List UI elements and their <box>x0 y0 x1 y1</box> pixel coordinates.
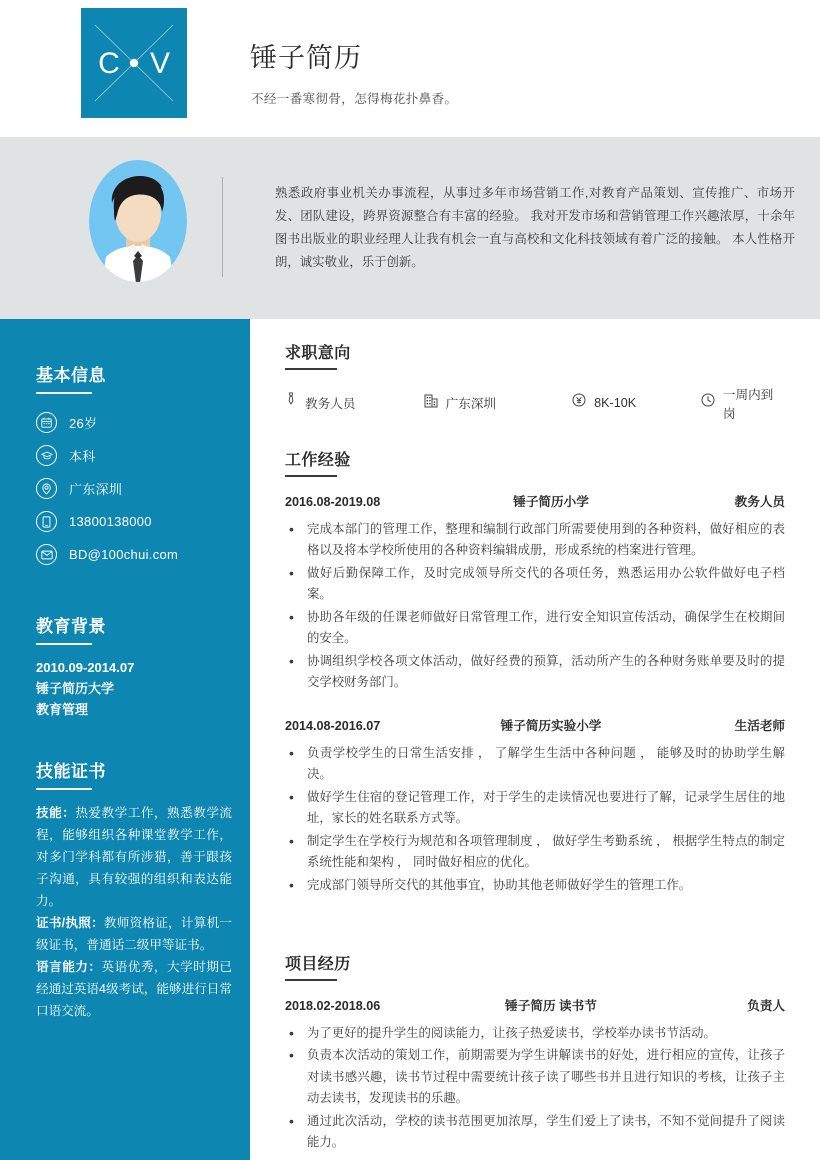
envelope-icon <box>36 544 57 565</box>
sidebar-section-education <box>36 612 232 720</box>
work-entry <box>285 715 785 897</box>
summary-band <box>0 137 820 319</box>
cv-logo <box>81 8 187 118</box>
work-entry-bullets <box>287 519 785 694</box>
info-row-age <box>36 406 232 439</box>
work-entry-header <box>285 715 785 734</box>
bullet-item: • 负责学校学生的日常生活安排 ， 了解学生生活中各种问题 ， 能够及时的协助学生解决。 <box>287 743 785 786</box>
skill-entry <box>36 802 232 912</box>
summary-text: 熟悉政府事业机关办事流程，从事过多年市场营销工作,对教育产品策划、宣传推广、市场开发、团队建设，跨界资源整合有丰富的经验。 我对开发市场和营销管理工作兴趣浓厚，十余年图书出版业的职业经理人让我有机会一直与高校和文化科技领域有着广泛的接触。 本人性格开朗，诚实敬业，乐于创新。 <box>275 186 795 269</box>
skill-text: 英语优秀，大学时期已经通过英语4级考试，能够进行日常口语交流。 <box>36 960 233 1018</box>
avatar <box>88 159 188 283</box>
project-entry-role: 负责人 <box>747 998 785 1013</box>
work-entry-org: 锤子简历实验小学 <box>500 718 602 733</box>
project-entry-bullets <box>287 1023 785 1154</box>
skill-text: 热爱教学工作，熟悉教学流程，能够组织各种课堂教学工作，对多门学科都有所涉猎，善于跟孩子沟通，具有较强的组织和表达能力。 <box>36 806 233 908</box>
location-pin-icon <box>36 478 57 499</box>
bullet-item: • 做好后勤保障工作，及时完成领导所交代的各项任务，熟悉运用办公软件做好电子档案。 <box>287 563 785 606</box>
info-row-email <box>36 538 232 571</box>
bullet-item: • 协助各年级的任课老师做好日常管理工作，进行安全知识宣传活动，确保学生在校期间的安全。 <box>287 607 785 650</box>
section-heading-rule <box>285 368 337 370</box>
work-entry-header <box>285 491 785 510</box>
mobile-phone-icon <box>36 511 57 532</box>
bullet-item: • 完成部门领导所交代的其他事宜，协助其他老师做好学生的管理工作。 <box>287 875 785 897</box>
sidebar-heading-rule <box>36 788 92 790</box>
page-title: 锤子简历 <box>250 43 362 73</box>
section-heading-project-experience: 项目经历 <box>285 956 351 973</box>
sidebar-heading-rule <box>36 643 92 645</box>
section-heading-work-experience: 工作经验 <box>285 452 351 469</box>
project-entry-date: 2018.02-2018.06 <box>285 998 381 1013</box>
work-entry-org: 锤子简历小学 <box>513 494 589 509</box>
info-value-location: 广东深圳 <box>69 482 123 497</box>
work-entry-role: 生活老师 <box>734 718 785 733</box>
bullet-item: • 制定学生在学校行为规范和各项管理制度 ， 做好学生考勤系统 ， 根据学生特点的制定系统性能和架构 ， 同时做好相应的优化。 <box>287 831 785 874</box>
sidebar-heading-skills: 技能证书 <box>36 762 106 781</box>
avatar-illustration-icon <box>88 159 188 283</box>
bullet-item: • 通过此次活动，学校的读书范围更加浓厚，学生们爱上了读书，不知不觉间提升了阅读能力。 <box>287 1111 785 1154</box>
building-icon <box>424 393 438 413</box>
clock-icon <box>701 393 715 412</box>
calendar-icon <box>36 412 57 433</box>
yen-coin-icon <box>572 393 586 412</box>
logo-letter-v: V <box>149 47 171 80</box>
education-date: 2010.09-2014.07 <box>36 660 135 675</box>
sidebar-heading-education: 教育背景 <box>36 617 106 636</box>
bullet-item: • 协调组织学校各项文体活动，做好经费的预算，活动所产生的各种财务账单要及时的提交学校财务部门。 <box>287 651 785 694</box>
skill-label: 语言能力： <box>36 960 102 974</box>
work-entry-role: 教务人员 <box>734 494 785 509</box>
bullet-item: • 负责本次活动的策划工作，前期需要为学生讲解读书的好处，进行相应的宣传，让孩子对读书感兴趣，读书节过程中需要统计孩子读了哪些书并且进行知识的考核，让孩子主动去读书，发现读书的乐趣。 <box>287 1045 785 1110</box>
section-work-experience <box>285 447 785 897</box>
work-entry <box>285 491 785 694</box>
sidebar-section-basic-info <box>36 361 232 571</box>
bullet-item: • 完成本部门的管理工作，整理和编制行政部门所需要使用到的各种资料，做好相应的表格以及将本学校所使用的各种资料编辑成册，形成系统的档案进行管理。 <box>287 519 785 562</box>
intent-value-availability: 一周内到岗 <box>722 387 774 421</box>
section-heading-rule <box>285 979 337 981</box>
necktie-icon <box>285 392 297 413</box>
education-major: 教育管理 <box>36 702 89 717</box>
section-heading-job-intention: 求职意向 <box>285 345 351 362</box>
work-entry-date: 2016.08-2019.08 <box>285 494 381 509</box>
intent-value-position: 教务人员 <box>305 397 356 412</box>
project-entry-org: 锤子简历 读书节 <box>505 998 597 1013</box>
project-entry-header <box>285 995 785 1014</box>
logo-letter-c: C <box>98 47 120 80</box>
header-subtitle: 不经一番寒彻骨，怎得梅花扑鼻香。 <box>251 92 458 106</box>
sidebar-heading-basic-info: 基本信息 <box>36 366 106 385</box>
sidebar-section-skills <box>36 757 232 1022</box>
info-row-location <box>36 472 232 505</box>
info-value-email: BD@100chui.com <box>69 547 179 562</box>
graduation-cap-icon <box>36 445 57 466</box>
intent-item-city <box>424 393 573 413</box>
skill-label: 证书/执照： <box>36 916 104 930</box>
section-project-experience <box>285 951 785 1155</box>
section-job-intention <box>285 340 785 422</box>
intent-value-city: 广东深圳 <box>445 397 496 412</box>
info-row-education-level <box>36 439 232 472</box>
work-entry-gap <box>285 695 785 715</box>
sidebar-heading-rule <box>36 392 92 394</box>
skill-text: 教师资格证，计算机一级证书，普通话二级甲等证书。 <box>36 916 233 952</box>
job-intention-row <box>285 384 785 422</box>
skill-entry <box>36 956 232 1022</box>
summary-divider <box>222 177 223 277</box>
skill-label: 技能： <box>36 806 76 820</box>
info-row-phone <box>36 505 232 538</box>
intent-item-salary <box>572 393 701 412</box>
project-entry <box>285 995 785 1154</box>
work-entry-bullets <box>287 743 785 897</box>
intent-item-availability <box>701 384 785 422</box>
logo-starburst-icon <box>81 8 187 118</box>
work-entry-date: 2014.08-2016.07 <box>285 718 381 733</box>
info-value-age: 26岁 <box>69 416 98 431</box>
info-value-education-level: 本科 <box>69 449 96 464</box>
education-school: 锤子简历大学 <box>36 681 115 696</box>
sidebar <box>0 319 250 1160</box>
intent-value-salary: 8K-10K <box>594 395 637 410</box>
bullet-item: • 为了更好的提升学生的阅读能力，让孩子热爱读书，学校举办读书节活动。 <box>287 1023 785 1045</box>
intent-item-position <box>285 392 424 413</box>
info-value-phone: 13800138000 <box>69 514 152 529</box>
section-heading-rule <box>285 475 337 477</box>
skill-entry <box>36 912 232 956</box>
bullet-item: • 做好学生住宿的登记管理工作，对于学生的走读情况也要进行了解，记录学生居住的地址，家长的姓名联系方式等。 <box>287 787 785 830</box>
header <box>0 0 820 137</box>
